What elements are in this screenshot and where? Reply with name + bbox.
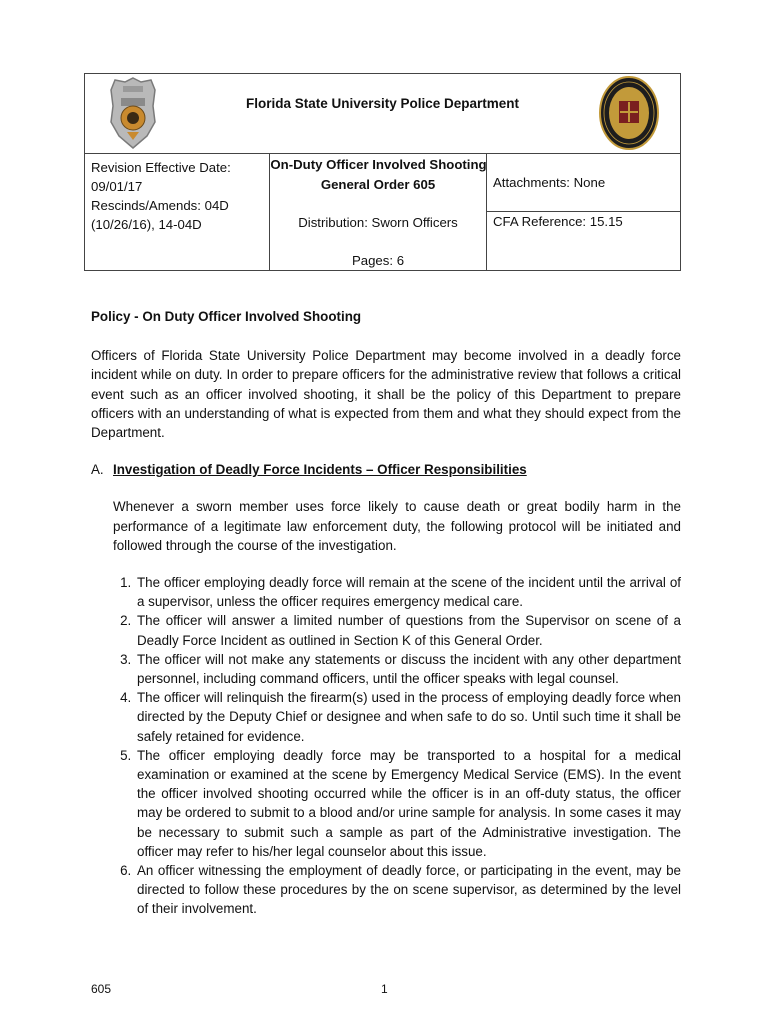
cfa-reference: CFA Reference: 15.15	[493, 214, 623, 229]
section-a-intro: Whenever a sworn member uses force likely to cause death or great bodily harm in the performance of a legitimate law enforcement duty, the following protocol will be initiated and followed through the course of the investigation.	[113, 499, 681, 553]
section-a-heading	[91, 460, 681, 479]
footer-doc-number: 605	[91, 982, 112, 996]
list-item: 6. An officer witnessing the employment of deadly force, or participating in the event, may be directed to follow these procedures by the on scene supervisor, as determined by the level of their involvement.	[135, 861, 681, 919]
document-body	[91, 307, 681, 919]
page-count: Pages: 6	[351, 253, 405, 268]
attachments: Attachments: None	[487, 173, 680, 212]
order-title-cell	[270, 154, 487, 271]
list-item: 4. The officer will relinquish the firearm(s) used in the process of employing deadly force when directed by the Deputy Chief or designee and when safe to do so. Until such time it shall be safely retained for evidence.	[135, 688, 681, 746]
rescinds-value: (10/26/16), 14-04D	[91, 217, 202, 232]
list-item: 5. The officer employing deadly force may be transported to a hospital for a medical examination or examined at the scene by Emergency Medical Service (EMS). In the event the officer involved shooting occurred while the officer is in an off-duty status, the officer may be ordered to submit to a blood and/or urine sample for analysis. In some cases it may be necessary to submit such a sample as part of the Administrative investigation. The officer may refer to his/her legal counselor about this issue.	[135, 746, 681, 861]
list-item: 2. The officer will answer a limited number of questions from the Supervisor on scene of a Deadly Force Incident as outlined in Section K of this General Order.	[135, 611, 681, 649]
order-title: On-Duty Officer Involved Shooting	[270, 157, 487, 172]
policy-intro: Officers of Florida State University Police Department may become involved in a deadly force incident while on duty. In order to prepare officers for the administrative review that follows a critical event such as an officer involved shooting, it shall be the policy of this Department to prepare officers with an understanding of what is expected from them and what they should expect from the Department.	[91, 348, 681, 441]
distribution: Distribution: Sworn Officers	[298, 215, 458, 230]
order-header-table	[84, 73, 681, 271]
list-item: 1. The officer employing deadly force will remain at the scene of the incident until the arrival of a supervisor, unless the officer requires emergency medical care.	[135, 573, 681, 611]
university-seal-icon	[598, 75, 660, 151]
section-title: Investigation of Deadly Force Incidents – Officer Responsibilities	[113, 462, 527, 478]
order-number: General Order 605	[320, 177, 436, 192]
procedure-list	[113, 573, 681, 919]
header-logo-row	[85, 74, 681, 154]
section-letter: A.	[91, 462, 104, 478]
policy-title: Policy - On Duty Officer Involved Shooting	[91, 309, 362, 324]
footer-page-number: 1	[381, 982, 388, 996]
revision-date: 09/01/17	[91, 179, 143, 194]
department-name: Florida State University Police Department	[245, 96, 520, 111]
rescinds-label: Rescinds/Amends: 04D	[91, 198, 229, 213]
revision-label: Revision Effective Date:	[91, 160, 231, 175]
list-item: 3. The officer will not make any statements or discuss the incident with any other department personnel, including command officers, until the officer speaks with legal counsel.	[135, 650, 681, 688]
